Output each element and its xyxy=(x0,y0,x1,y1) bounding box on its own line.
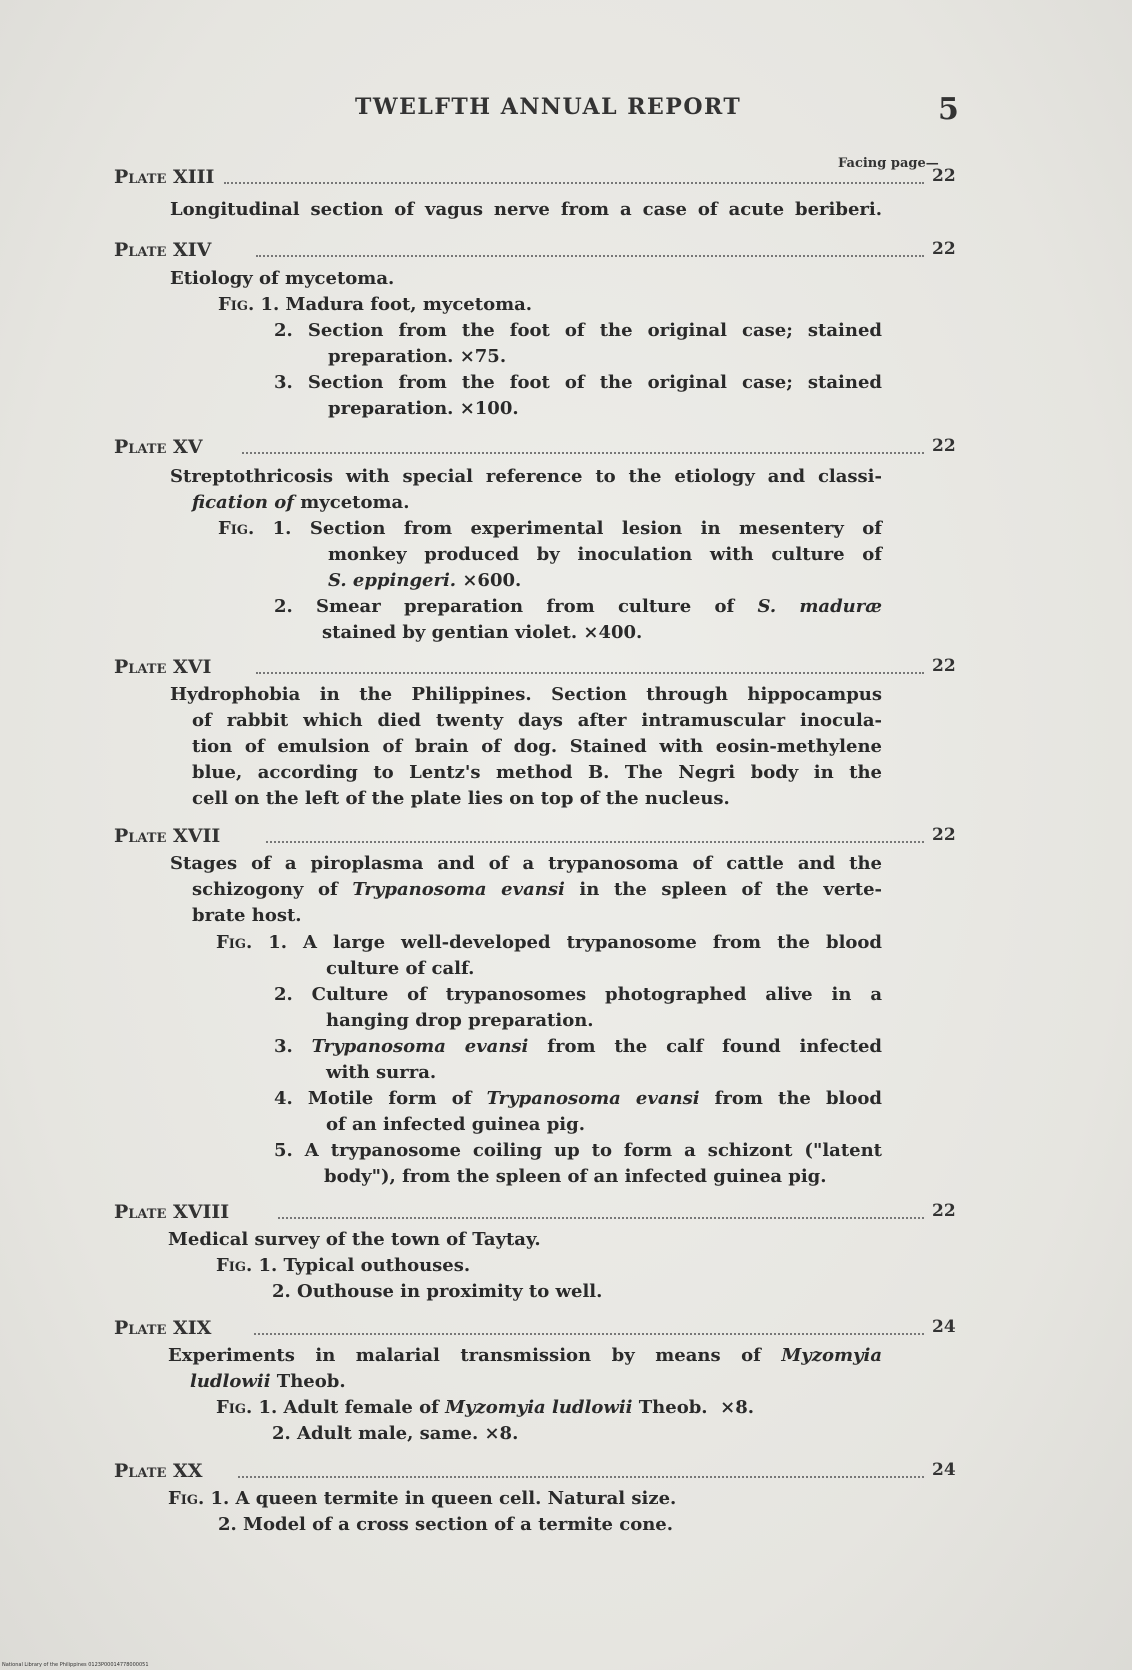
figure-caption: 2. Smear preparation from culture of S. maduræ xyxy=(274,596,882,617)
figure-caption: with surra. xyxy=(326,1062,437,1083)
leader-dots xyxy=(266,841,924,843)
leader-dots xyxy=(254,1333,924,1335)
figure-caption: 2. Culture of trypanosomes photographed alive in a xyxy=(274,984,882,1005)
plate-title: Plate XV xyxy=(114,436,203,458)
figure-caption: Fig. 1. Section from experimental lesion in mesentery of xyxy=(218,518,882,539)
plate-page-number: 22 xyxy=(932,436,956,456)
plate-page-number: 22 xyxy=(932,656,956,676)
plate-page-number: 22 xyxy=(932,1201,956,1221)
plate-page-number: 22 xyxy=(932,825,956,845)
figure-caption: 2. Adult male, same. ×8. xyxy=(272,1423,519,1444)
figure-caption: preparation. ×75. xyxy=(328,346,507,367)
facing-page-label: Facing page— xyxy=(838,156,939,171)
figure-caption: of an infected guinea pig. xyxy=(326,1114,585,1135)
plate-title: Plate XVII xyxy=(114,825,221,847)
plate-entry xyxy=(114,1460,954,1488)
plate-description: brate host. xyxy=(192,905,302,926)
figure-caption: body"), from the spleen of an infected guinea pig. xyxy=(324,1166,827,1187)
plate-description: tion of emulsion of brain of dog. Stained with eosin-methylene xyxy=(192,736,882,757)
plate-page-number: 24 xyxy=(932,1460,956,1480)
plate-description: Experiments in malarial transmission by means of Myzomyia xyxy=(168,1345,882,1366)
plate-title: Plate XIII xyxy=(114,166,215,188)
plate-description: ludlowii Theob. xyxy=(190,1371,346,1392)
plate-title: Plate XIX xyxy=(114,1317,212,1339)
leader-dots xyxy=(278,1217,924,1219)
plate-page-number: 22 xyxy=(932,166,956,186)
figure-caption: Fig. 1. Adult female of Myzomyia ludlowii Theob. ×8. xyxy=(216,1397,754,1418)
figure-caption: 4. Motile form of Trypanosoma evansi from the blood xyxy=(274,1088,882,1109)
plate-description: cell on the left of the plate lies on top of the nucleus. xyxy=(192,788,730,809)
plate-description: Stages of a piroplasma and of a trypanosoma of cattle and the xyxy=(170,853,882,874)
figure-caption: preparation. ×100. xyxy=(328,398,519,419)
plate-description: fication of mycetoma. xyxy=(192,492,410,513)
plate-entry xyxy=(114,436,954,464)
plate-page-number: 24 xyxy=(932,1317,956,1337)
plate-description: schizogony of Trypanosoma evansi in the spleen of the verte- xyxy=(192,879,882,900)
figure-caption: 2. Model of a cross section of a termite cone. xyxy=(218,1514,674,1535)
page-number: 5 xyxy=(938,92,959,127)
plate-title: Plate XVIII xyxy=(114,1201,230,1223)
plate-entry xyxy=(114,1201,954,1229)
running-head: TWELFTH ANNUAL REPORT xyxy=(355,94,742,120)
plate-description: Streptothricosis with special reference to the etiology and classi- xyxy=(170,466,882,487)
figure-caption: stained by gentian violet. ×400. xyxy=(322,622,643,643)
figure-caption: Fig. 1. A queen termite in queen cell. Natural size. xyxy=(168,1488,677,1509)
plate-description: Hydrophobia in the Philippines. Section through hippocampus xyxy=(170,684,882,705)
leader-dots xyxy=(256,672,924,674)
figure-caption: hanging drop preparation. xyxy=(326,1010,594,1031)
figure-caption: S. eppingeri. ×600. xyxy=(328,570,522,591)
figure-caption: Fig. 1. A large well-developed trypanosome from the blood xyxy=(216,932,882,953)
leader-dots xyxy=(238,1476,924,1478)
figure-caption: 2. Section from the foot of the original case; stained xyxy=(274,320,882,341)
plate-title: Plate XX xyxy=(114,1460,203,1482)
plate-entry xyxy=(114,825,954,853)
figure-caption: 3. Section from the foot of the original case; stained xyxy=(274,372,882,393)
plate-title: Plate XIV xyxy=(114,239,212,261)
plate-description: blue, according to Lentz's method B. The Negri body in the xyxy=(192,762,882,783)
plate-title: Plate XVI xyxy=(114,656,212,678)
plate-entry xyxy=(114,166,954,194)
figure-caption: culture of calf. xyxy=(326,958,475,979)
leader-dots xyxy=(242,452,924,454)
plate-description: Longitudinal section of vagus nerve from a case of acute beriberi. xyxy=(170,199,882,220)
library-imprint: National Library of the Philippines 0123P00014778000051 xyxy=(2,1662,149,1668)
plate-description: Medical survey of the town of Taytay. xyxy=(168,1229,541,1250)
page-header xyxy=(0,92,1132,132)
plate-description: of rabbit which died twenty days after intramuscular inocula- xyxy=(192,710,882,731)
plate-entry xyxy=(114,656,954,684)
figure-caption: monkey produced by inoculation with culture of xyxy=(328,544,882,565)
leader-dots xyxy=(256,255,924,257)
figure-caption: 3. Trypanosoma evansi from the calf found infected xyxy=(274,1036,882,1057)
figure-caption: 5. A trypanosome coiling up to form a schizont ("latent xyxy=(274,1140,882,1161)
plate-entry xyxy=(114,239,954,267)
figure-caption: Fig. 1. Typical outhouses. xyxy=(216,1255,471,1276)
plate-entry xyxy=(114,1317,954,1345)
leader-dots xyxy=(224,182,924,184)
plate-page-number: 22 xyxy=(932,239,956,259)
plate-description: Etiology of mycetoma. xyxy=(170,268,395,289)
figure-caption: Fig. 1. Madura foot, mycetoma. xyxy=(218,294,533,315)
figure-caption: 2. Outhouse in proximity to well. xyxy=(272,1281,603,1302)
